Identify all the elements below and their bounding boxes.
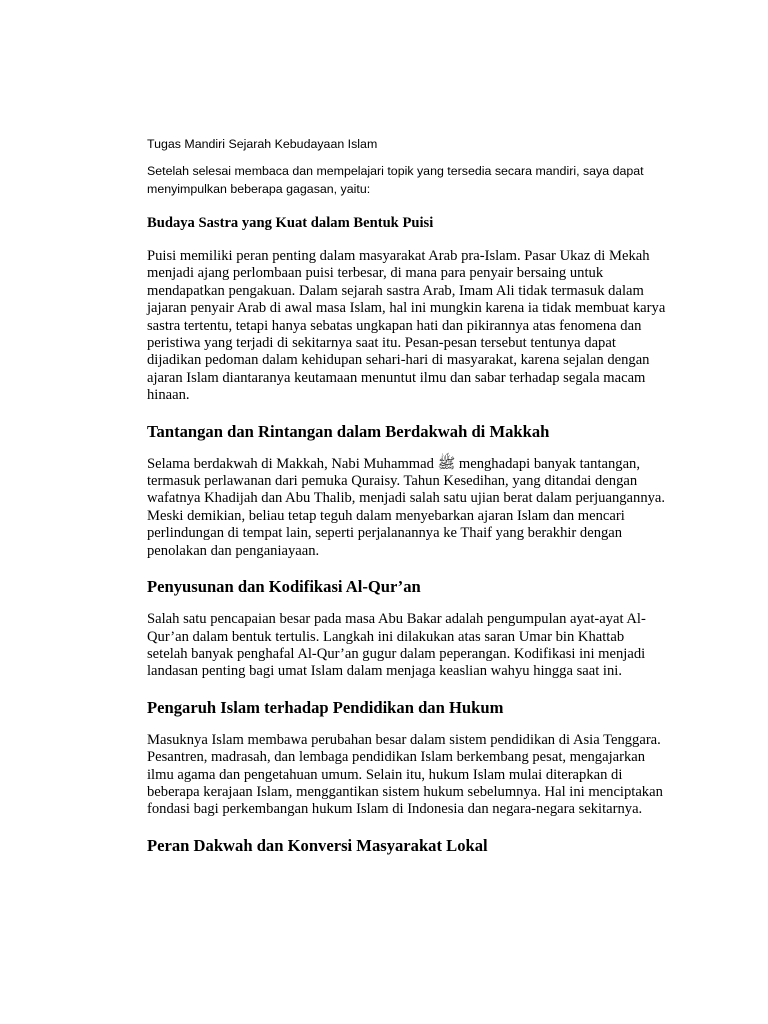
document-page <box>147 136 667 870</box>
section-paragraph: Masuknya Islam membawa perubahan besar dalam sistem pendidikan di Asia Tenggara. Pesantren, madrasah, dan lembaga pendidikan Islam berkembang pesat, mengajarkan ilmu agama dan pengetahuan umum. Selain itu, hukum Islam mulai diterapkan di beberapa kerajaan Islam, menggantikan sistem hukum sebelumnya. Hal ini menciptakan fondasi bagi perkembangan hukum Islam di Indonesia dan negara-negara sekitarnya. <box>147 731 663 818</box>
section-heading: Budaya Sastra yang Kuat dalam Bentuk Puisi <box>147 215 434 231</box>
section-paragraph: Salah satu pencapaian besar pada masa Abu Bakar adalah pengumpulan ayat-ayat Al-Qur’an dalam bentuk tertulis. Langkah ini dilakukan atas saran Umar bin Khattab setelah banyak penghafal Al-Qur’an gugur dalam peperangan. Kodifikasi ini menjadi landasan penting bagi umat Islam dalam menjaga keaslian wahyu hingga saat ini. <box>147 611 646 680</box>
document-title: Tugas Mandiri Sejarah Kebudayaan Islam <box>147 137 378 151</box>
section-heading: Tantangan dan Rintangan dalam Berdakwah di Makkah <box>147 421 550 441</box>
section-heading: Pengaruh Islam terhadap Pendidikan dan Hukum <box>147 697 504 717</box>
intro-paragraph: Setelah selesai membaca dan mempelajari topik yang tersedia secara mandiri, saya dapat menyimpulkan beberapa gagasan, yaitu: <box>147 164 644 196</box>
section-paragraph: Puisi memiliki peran penting dalam masyarakat Arab pra-Islam. Pasar Ukaz di Mekah menjadi ajang perlombaan puisi terbesar, di mana para penyair bersaing untuk mendapatkan pengakuan. Dalam sejarah sastra Arab, Imam Ali tidak termasuk dalam jajaran penyair Arab di awal masa Islam, hal ini mungkin karena ia tidak membuat karya sastra tertentu, tetapi hanya sebatas ungkapan hati dan pikirannya atas fenomena dan peristiwa yang terjadi di sekitarnya saat itu. Pesan-pesan tersebut tentunya dapat dijadikan pedoman dalam kehidupan sehari-hari di masyarakat, karena sejalan dengan ajaran Islam diantaranya keutamaan menuntut ilmu dan sabar terhadap segala macam hinaan. <box>147 248 666 404</box>
section-paragraph: Selama berdakwah di Makkah, Nabi Muhammad ﷺ menghadapi banyak tantangan, termasuk perlawanan dari pemuka Quraisy. Tahun Kesedihan, yang ditandai dengan wafatnya Khadijah dan Abu Thalib, menjadi salah satu ujian berat dalam perjuangannya. Meski demikian, beliau tetap teguh dalam menyebarkan ajaran Islam dan mencari perlindungan di tempat lain, seperti perjalanannya ke Thaif yang berakhir dengan penolakan dan penganiayaan. <box>147 455 666 559</box>
section-heading: Penyusunan dan Kodifikasi Al-Qur’an <box>147 577 421 597</box>
section-heading: Peran Dakwah dan Konversi Masyarakat Lokal <box>147 835 488 855</box>
